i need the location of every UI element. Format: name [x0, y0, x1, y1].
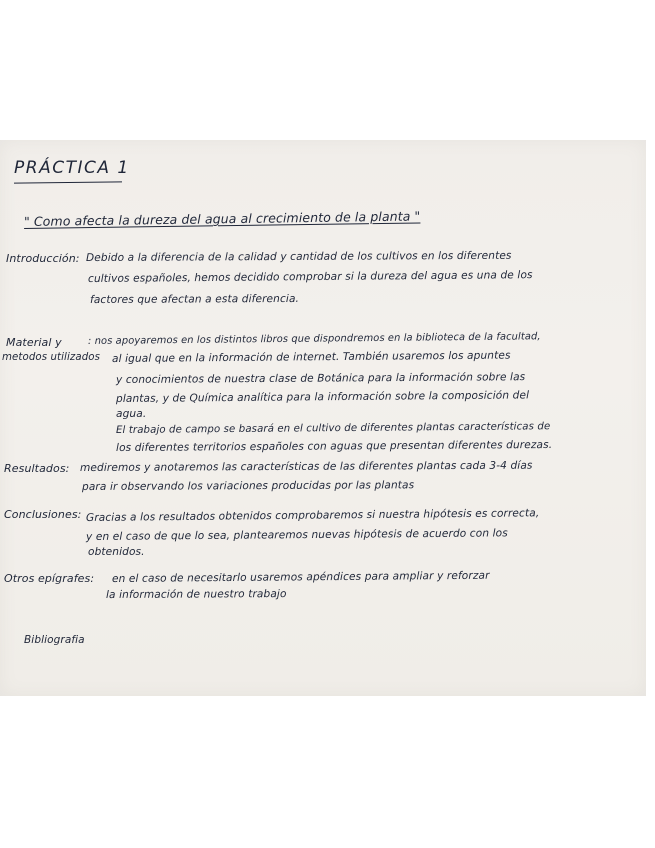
page-title: PRÁCTICA 1 — [14, 158, 130, 178]
practice-subtitle: " Como afecta la dureza del agua al crecimiento de la planta " — [23, 208, 421, 229]
introduccion-line-3: factores que afectan a esta diferencia. — [89, 292, 300, 306]
material-line-4: plantas, y de Química analítica para la información sobre la composición del — [115, 389, 530, 405]
material-line-6: El trabajo de campo se basará en el cultivo de diferentes plantas características de — [115, 421, 551, 436]
otros-line-1: en el caso de necesitarlo usaremos apéndices para ampliar y reforzar — [111, 569, 490, 585]
material-label-line-2: metodos utilizados — [2, 352, 101, 363]
title-underline — [14, 181, 122, 184]
resultados-line-2: para ir observando los variaciones producidas por las plantas — [81, 479, 415, 493]
material-line-7: los diferentes territorios españoles con aguas que presentan diferentes durezas. — [115, 438, 553, 454]
introduccion-line-2: cultivos españoles, hemos decidido comprobar si la dureza del agua es una de los — [87, 269, 533, 285]
material-line-1: : nos apoyaremos en los distintos libros que dispondremos en la biblioteca de la facultad, — [87, 331, 541, 347]
conclusiones-line-2: y en el caso de que lo sea, plantearemos nuevas hipótesis de acuerdo con los — [85, 527, 508, 543]
resultados-label: Resultados: — [4, 462, 70, 475]
otros-line-2: la información de nuestro trabajo — [105, 588, 287, 601]
material-line-5: agua. — [116, 408, 147, 420]
otros-epigrafes-label: Otros epígrafes: — [4, 572, 95, 585]
conclusiones-label: Conclusiones: — [4, 508, 82, 521]
handwritten-page — [0, 140, 646, 696]
material-line-3: y conocimientos de nuestra clase de Botánica para la información sobre las — [115, 371, 526, 386]
introduccion-line-1: Debido a la diferencia de la calidad y cantidad de los cultivos en los diferentes — [85, 249, 512, 264]
bibliografia-label: Bibliografia — [24, 634, 85, 646]
material-line-2: al igual que en la información de internet. También usaremos los apuntes — [111, 349, 511, 365]
resultados-line-1: mediremos y anotaremos las características de las diferentes plantas cada 3-4 días — [79, 459, 533, 474]
conclusiones-line-1: Gracias a los resultados obtenidos comprobaremos si nuestra hipótesis es correcta, — [85, 507, 540, 524]
conclusiones-line-3: obtenidos. — [88, 546, 145, 558]
material-label-line-1: Material y — [6, 336, 62, 349]
introduccion-label: Introducción: — [6, 252, 80, 265]
